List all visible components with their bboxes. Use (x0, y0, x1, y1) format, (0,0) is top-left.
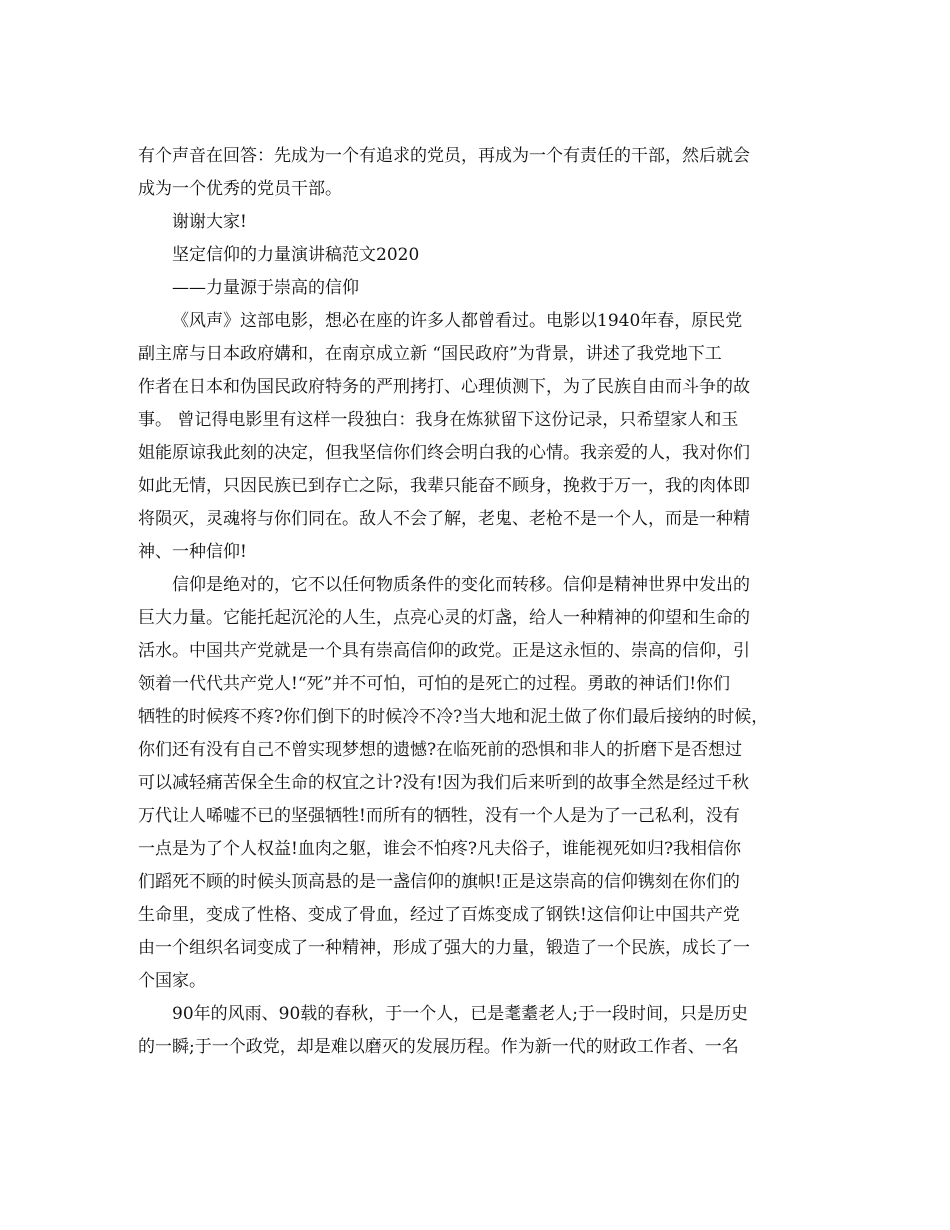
text-line: 万代让人唏嘘不已的坚强牺牲!而所有的牺牲，没有一个人是为了一己私利，没有 (138, 806, 740, 826)
text-line: 姐能原谅我此刻的决定，但我坚信你们终会明白我的心情。我亲爱的人，我对你们 (138, 443, 750, 463)
text-line: 巨大力量。它能托起沉沦的人生，点亮心灵的灯盏，给人一种精神的仰望和生命的 (138, 608, 750, 628)
closing-line: 谢谢大家! (172, 212, 247, 232)
text-line: 领着一代代共产党人!“死”并不可怕，可怕的是死亡的过程。勇敢的神话们!你们 (138, 674, 731, 694)
text-line: 可以减轻痛苦保全生命的权宜之计?没有!因为我们后来听到的故事全然是经过千秋 (138, 773, 749, 793)
text-line: 你们还有没有自己不曾实现梦想的遗憾?在临死前的恐惧和非人的折磨下是否想过 (138, 740, 743, 760)
text-line: 由一个组织名词变成了一种精神，形成了强大的力量，锻造了一个民族，成长了一 (138, 938, 750, 958)
text-line: 活水。中国共产党就是一个具有崇高信仰的政党。正是这永恒的、崇高的信仰，引 (138, 641, 750, 661)
text-line: 信仰是绝对的，它不以任何物质条件的变化而转移。信仰是精神世界中发出的 (172, 575, 750, 595)
text-line: 副主席与日本政府媾和，在南京成立新 “国民政府”为背景，讲述了我党地下工 (138, 344, 722, 364)
text-line: 一点是为了个人权益!血肉之躯，谁会不怕疼?凡夫俗子，谁能视死如归?我相信你 (138, 839, 742, 859)
text-line: 将陨灭，灵魂将与你们同在。敌人不会了解，老鬼、老枪不是一个人，而是一种精 (138, 509, 750, 529)
text-line: 生命里，变成了性格、变成了骨血，经过了百炼变成了钢铁!这信仰让中国共产党 (138, 905, 740, 925)
document-body (138, 140, 828, 1064)
text-line: 有个声音在回答：先成为一个有追求的党员，再成为一个有责任的干部，然后就会 (138, 146, 750, 166)
document-title: 坚定信仰的力量演讲稿范文2020 (172, 245, 420, 265)
text-line: 成为一个优秀的党员干部。 (138, 179, 342, 199)
document-subtitle: ——力量源于崇高的信仰 (172, 278, 359, 298)
text-line: 如此无情，只因民族已到存亡之际，我辈只能奋不顾身，挽救于万一，我的肉体即 (138, 476, 750, 496)
text-line: 们蹈死不顾的时候头顶高悬的是一盏信仰的旗帜!正是这崇高的信仰镌刻在你们的 (138, 872, 740, 892)
text-line: 《风声》这部电影，想必在座的许多人都曾看过。电影以1940年春，原民党 (172, 311, 743, 331)
text-line: 神、一种信仰! (138, 542, 247, 562)
text-line: 90年的风雨、90载的春秋，于一个人，已是耄耋老人;于一段时间，只是历史 (172, 1004, 748, 1024)
text-line: 作者在日本和伪国民政府特务的严刑拷打、心理侦测下，为了民族自由而斗争的故 (138, 377, 750, 397)
text-line: 个国家。 (138, 971, 206, 991)
text-line: 牺牲的时候疼不疼?你们倒下的时候冷不冷?当大地和泥土做了你们最后接纳的时候， (138, 707, 769, 727)
text-line: 的一瞬;于一个政党，却是难以磨灭的发展历程。作为新一代的财政工作者、一名 (138, 1037, 739, 1057)
text-line: 事。 曾记得电影里有这样一段独白：我身在炼狱留下这份记录，只希望家人和玉 (138, 410, 739, 430)
